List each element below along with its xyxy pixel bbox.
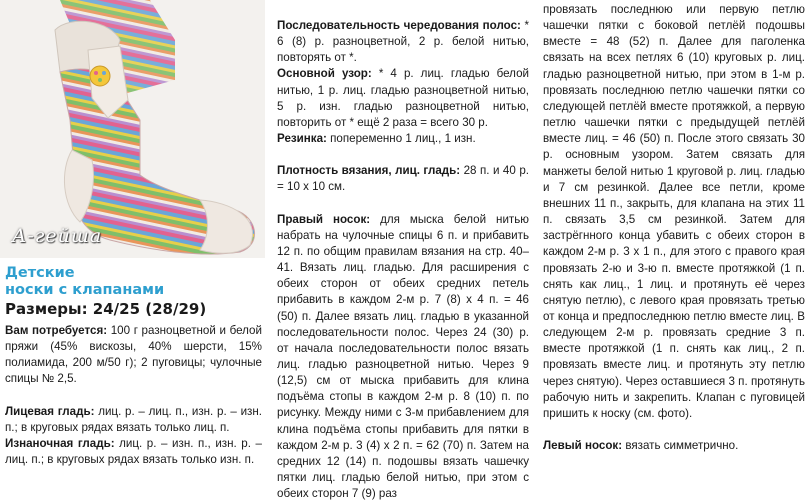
watermark: А-гейша bbox=[12, 225, 103, 247]
continuation-paragraph: провязать последнюю или первую петлю чашечки пятки с боковой петлёй подошвы вместе = 48 (52) п. Далее для паголенка связать на всех петлях 6 (10) круговых р. лиц. гладью разноцветной нитью, при этом в 1-м р. провязать последнюю петлю чашечки пятки со следующей петлёй вместе протяжкой, а первую петлю чашечки пятки с предыдущей петлёй вместе лиц. = 46 (50) п. После этого связать 30 р. основным узором. Затем связать для манжеты белой нитью 1 круговой р. лиц. гладью и 7 см резинкой. Далее все петли, кроме внешних 11 п., закрыть, для клапана на этих 11 п. связать 3,5 см резинкой. Затем для застрёгнного конца убавить с обеих сторон в каждом 2-м р. 3 x 1 п., для этого с правого края провязать 2-ю и 3-ю п. вместе протяжкой (1 п. снять как лиц., 1 лиц. и протянуть её через снятую петлю), с левого края провязать третью от конца и предпоследнюю петлю вместе лиц. В следующем 2-м р. провязать средние 3 п. вместе протяжкой (1 п. снять как лиц., 2 п. провязать вместе лиц. и протянуть эту петлю через снятую). Через оставшиеся 3 п. протянуть рабочую нить и закрепить. Клапан с пуговицей пришить к носку (см. фото). bbox=[543, 3, 805, 420]
left-sock-text: вязать симметрично. bbox=[625, 439, 739, 453]
gauge-paragraph bbox=[277, 163, 529, 195]
left-sock-label: Левый носок: bbox=[543, 439, 623, 453]
button-icon bbox=[90, 66, 110, 86]
sequence-paragraph bbox=[277, 18, 529, 66]
sock-illustration bbox=[0, 0, 265, 258]
sock-photo bbox=[0, 0, 265, 258]
stockinette-label: Лицевая гладь: bbox=[5, 404, 95, 418]
title-line-1: Детские bbox=[5, 265, 75, 281]
rib-label: Резинка: bbox=[277, 132, 327, 146]
stockinette-text: лиц. р. – лиц. п., изн. р. – изн. п.; в круговых рядах вязать только лиц. п. bbox=[5, 404, 262, 434]
right-sock-text: для мыска белой нитью набрать на чулочные спицы 6 п. и прибавить 12 п. по общим правилам вязания на стр. 40–41. Вязать лиц. гладью. Для расширения с обеих сторон от обеих средних петель прибавить в каждом 2-м р. 7 (8) x 4 п. = 46 (50) п. Далее вязать лиц. гладью в указанной последовательности полос. Через 24 (30) р. от начала последовательности полос вязать лиц. гладью разноцветной нитью. Через 9 (12,5) см от мыска прибавить для клина подъёма стопы в каждом 2-м р. 8 (10) п. по рисунку. Между ними с 3-м прибавлением для клина подъёма стопы прибавить для пятки в каждом 2-м р. 3 (4) x 2 п. = 62 (70) п. Затем на средних 12 (14) п. подошвы вязать чашечку пятки лиц. гладью белой нитью, при этом с обеих сторон 7 (9) раз bbox=[277, 212, 529, 501]
sequence-label: Последовательность чередования полос: bbox=[277, 19, 521, 32]
sequence-text: * 6 (8) р. разноцветной, 2 р. белой нитью, повторять от *. bbox=[277, 19, 529, 65]
stockinette-paragraph bbox=[5, 404, 262, 436]
sock-toe bbox=[200, 200, 253, 253]
rib-paragraph bbox=[277, 131, 529, 147]
gauge-label: Плотность вязания, лиц. гладь: bbox=[277, 164, 461, 178]
materials-text: 100 г разноцветной и белой пряжи (45% вискозы, 40% шерсти, 15% полиамида, 200 м/50 г); 2 пуговицы; чулочные спицы № 2,5. bbox=[5, 324, 262, 386]
right-column bbox=[543, 2, 805, 454]
gauge-text: 28 п. и 40 р. = 10 x 10 см. bbox=[277, 164, 529, 194]
right-sock-paragraph bbox=[277, 212, 529, 502]
reverse-paragraph bbox=[5, 436, 262, 468]
right-sock-label: Правый носок: bbox=[277, 212, 371, 226]
title-line-2: носки с клапанами bbox=[5, 282, 165, 298]
left-column bbox=[5, 323, 262, 468]
article-heading bbox=[5, 265, 255, 319]
pattern-label: Основной узор: bbox=[277, 67, 372, 81]
sizes-line: Размеры: 24/25 (28/29) bbox=[5, 300, 207, 318]
rib-text: попеременно 1 лиц., 1 изн. bbox=[330, 132, 476, 146]
reverse-label: Изнаночная гладь: bbox=[5, 436, 115, 450]
pattern-text: * 4 р. лиц. гладью белой нитью, 1 р. лиц. гладью разноцветной нитью, 5 р. изн. гладью разноцветной нитью, повторить от * ещё 2 раза = всего 30 р. bbox=[277, 67, 530, 129]
materials-paragraph bbox=[5, 323, 262, 388]
materials-label: Вам потребуется: bbox=[5, 324, 108, 337]
left-sock-paragraph bbox=[543, 438, 805, 454]
pattern-paragraph bbox=[277, 66, 529, 131]
reverse-text: лиц. р. – изн. п., изн. р. – лиц. п.; в круговых рядах вязать только изн. п. bbox=[5, 436, 262, 467]
middle-column bbox=[277, 18, 529, 502]
